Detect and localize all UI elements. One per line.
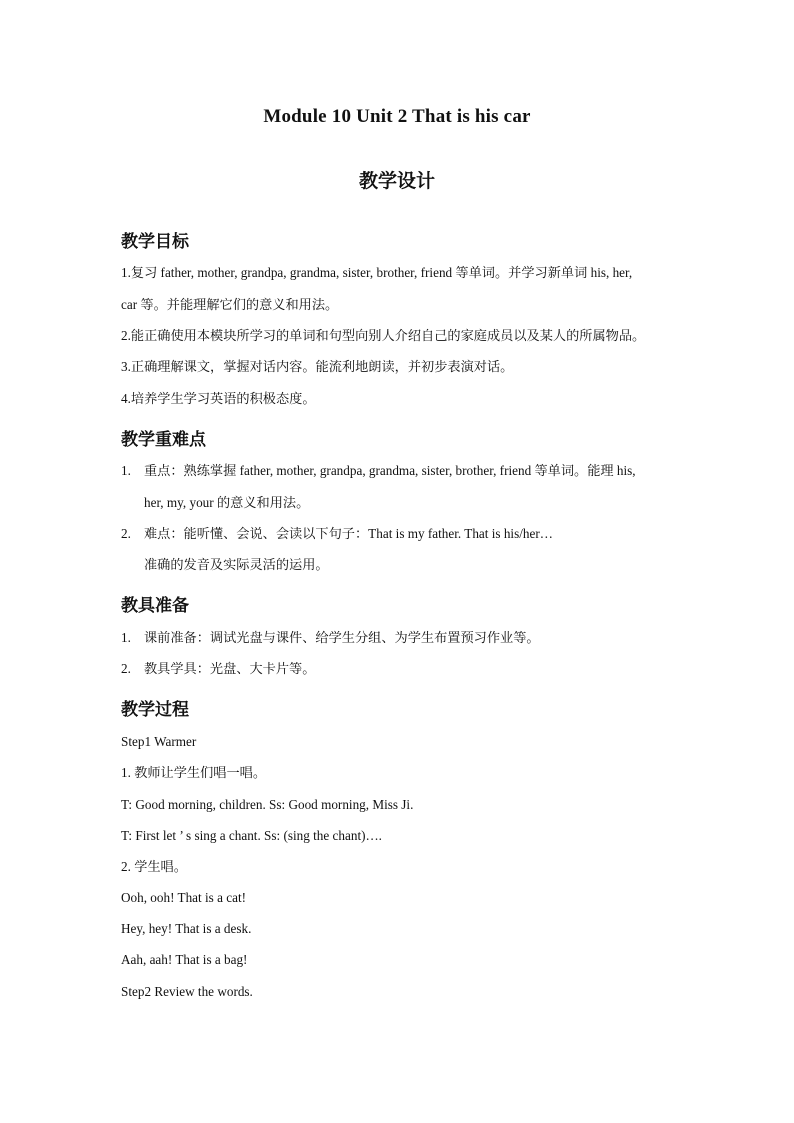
keypoint-item <box>121 462 636 480</box>
section-heading-process: 教学过程 <box>121 700 189 720</box>
process-line: Step2 Review the words. <box>121 984 253 999</box>
material-item <box>121 629 540 647</box>
process-line: Hey, hey! That is a desk. <box>121 921 252 936</box>
process-line: 2. 学生唱。 <box>121 859 187 874</box>
keypoint-item-continuation: her, my, your 的意义和用法。 <box>144 495 310 510</box>
list-text: 课前准备：调试光盘与课件、给学生分组、为学生布置预习作业等。 <box>144 630 540 645</box>
list-text: 重点：熟练掌握 father, mother, grandpa, grandma, sister, brother, friend 等单词。能理 his, <box>144 463 636 478</box>
keypoint-item <box>121 525 553 543</box>
document-title: Module 10 Unit 2 That is his car <box>263 106 531 127</box>
objective-line: 3.正确理解课文，掌握对话内容。能流利地朗读，并初步表演对话。 <box>121 359 514 374</box>
keypoint-item-continuation: 准确的发音及实际灵活的运用。 <box>144 557 329 572</box>
list-number: 2. <box>121 526 131 541</box>
process-line: Ooh, ooh! That is a cat! <box>121 890 247 905</box>
list-text: 教具学具：光盘、大卡片等。 <box>144 661 316 676</box>
process-line: Step1 Warmer <box>121 734 197 749</box>
list-number: 2. <box>121 661 131 676</box>
material-item <box>121 660 315 678</box>
process-line: T: First let ’ s sing a chant. Ss: (sing the chant)…. <box>121 828 382 843</box>
objective-line: 1.复习 father, mother, grandpa, grandma, sister, brother, friend 等单词。并学习新单词 his, her, <box>121 265 633 280</box>
list-number: 1. <box>121 630 131 645</box>
process-line: T: Good morning, children. Ss: Good morning, Miss Ji. <box>121 797 414 812</box>
section-heading-materials: 教具准备 <box>121 596 189 616</box>
objective-line: 2.能正确使用本模块所学习的单词和句型向别人介绍自己的家庭成员以及某人的所属物品。 <box>121 328 646 343</box>
section-heading-objectives: 教学目标 <box>121 232 189 252</box>
list-text: 难点：能听懂、会说、会读以下句子：That is my father. That is his/her… <box>144 526 553 541</box>
list-number: 1. <box>121 463 131 478</box>
section-heading-keypoints: 教学重难点 <box>121 430 206 450</box>
process-line: 1. 教师让学生们唱一唱。 <box>121 765 267 780</box>
objective-line: car 等。并能理解它们的意义和用法。 <box>121 297 339 312</box>
document-subtitle: 教学设计 <box>358 170 435 192</box>
process-line: Aah, aah! That is a bag! <box>121 952 248 967</box>
objective-line: 4.培养学生学习英语的积极态度。 <box>121 391 316 406</box>
